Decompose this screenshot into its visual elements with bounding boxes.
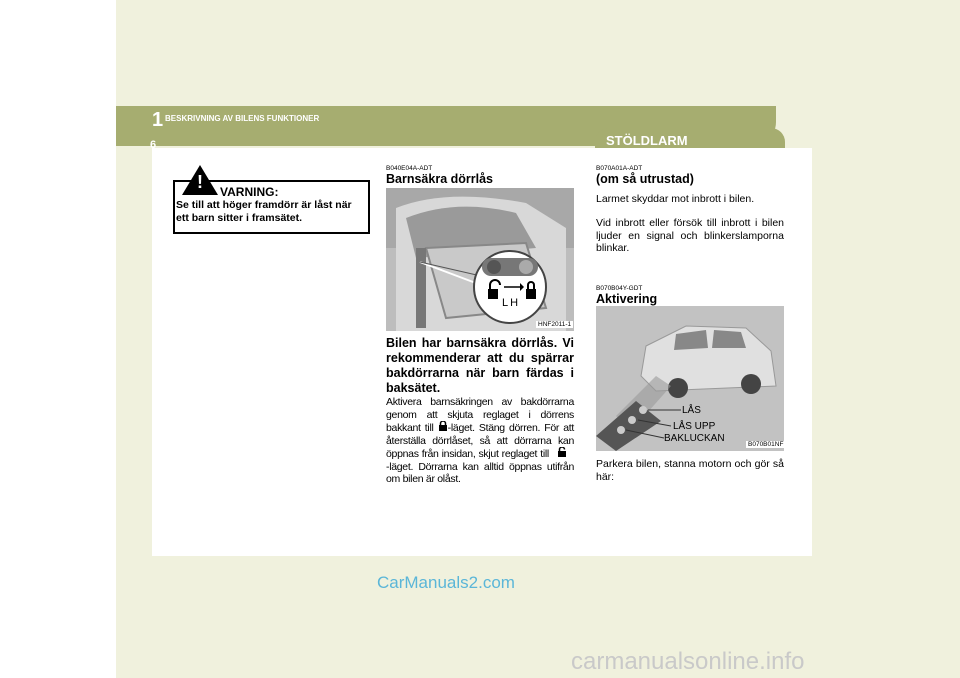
alarm-code: B070A01A-ADT [596, 165, 643, 172]
activation-code: B070B04Y-GDT [596, 285, 643, 292]
alarm-heading: (om så utrustad) [596, 172, 694, 186]
activation-heading: Aktivering [596, 292, 658, 306]
activation-text: Parkera bilen, stanna motorn och gör så här: [596, 458, 784, 483]
alarm-paragraph-1: Larmet skyddar mot inbrott i bilen. [596, 193, 755, 205]
label-las: LÅS [682, 405, 701, 416]
page-number: 6 [150, 139, 157, 151]
child-lock-body-3: -läget. Dörrarna kan alltid öppnas utifrån om bilen är olåst. [386, 460, 574, 485]
watermark-logo: CarManuals2.com [377, 573, 515, 592]
activation-image-caption: B070B01NF [748, 441, 784, 448]
unlock-icon [552, 447, 574, 457]
child-lock-heading: Barnsäkra dörrlås [386, 172, 494, 186]
chapter-title: BESKRIVNING AV BILENS FUNKTIONER [165, 114, 320, 123]
child-lock-body [386, 396, 574, 486]
activation-image [596, 306, 784, 451]
child-lock-body-2: -läget. Stäng dörren. För att återställa dörrlåset, så att dörrarna kan öppnas från insidan, skjut reglaget till [386, 422, 574, 460]
child-lock-image [386, 188, 574, 331]
car-door-illustration [386, 188, 574, 331]
warning-symbol: ! [197, 172, 203, 192]
warning-text: Se till att höger framdörr är låst när ett barn sitter i framsätet. [176, 199, 352, 224]
label-bakluckan: BAKLUCKAN [664, 433, 725, 444]
child-lock-lead: Bilen har barnsäkra dörrlås. Vi rekommenderar att du spärrar bakdörrarna när barn färdas i baksätet. [386, 336, 574, 395]
chapter-number: 1 [152, 109, 164, 131]
label-las-upp: LÅS UPP [673, 421, 716, 432]
lh-label: LH [502, 297, 521, 309]
lock-icon [438, 421, 448, 431]
child-lock-image-caption: HNF2011-1 [538, 321, 572, 328]
footer-watermark: carmanualsonline.info [571, 648, 805, 675]
child-lock-code: B040E04A-ADT [386, 165, 433, 172]
warning-title: VARNING: [220, 185, 279, 199]
child-lock-body-1: Aktivera barnsäkringen av bakdörrarna genom att skjuta reglaget i dörrens bakkant till [386, 396, 574, 434]
alarm-paragraph-2: Vid inbrott eller försök till inbrott i bilen ljuder en signal och blinkerslamporna blinkar. [596, 217, 784, 254]
section-title: STÖLDLARM [606, 133, 688, 148]
